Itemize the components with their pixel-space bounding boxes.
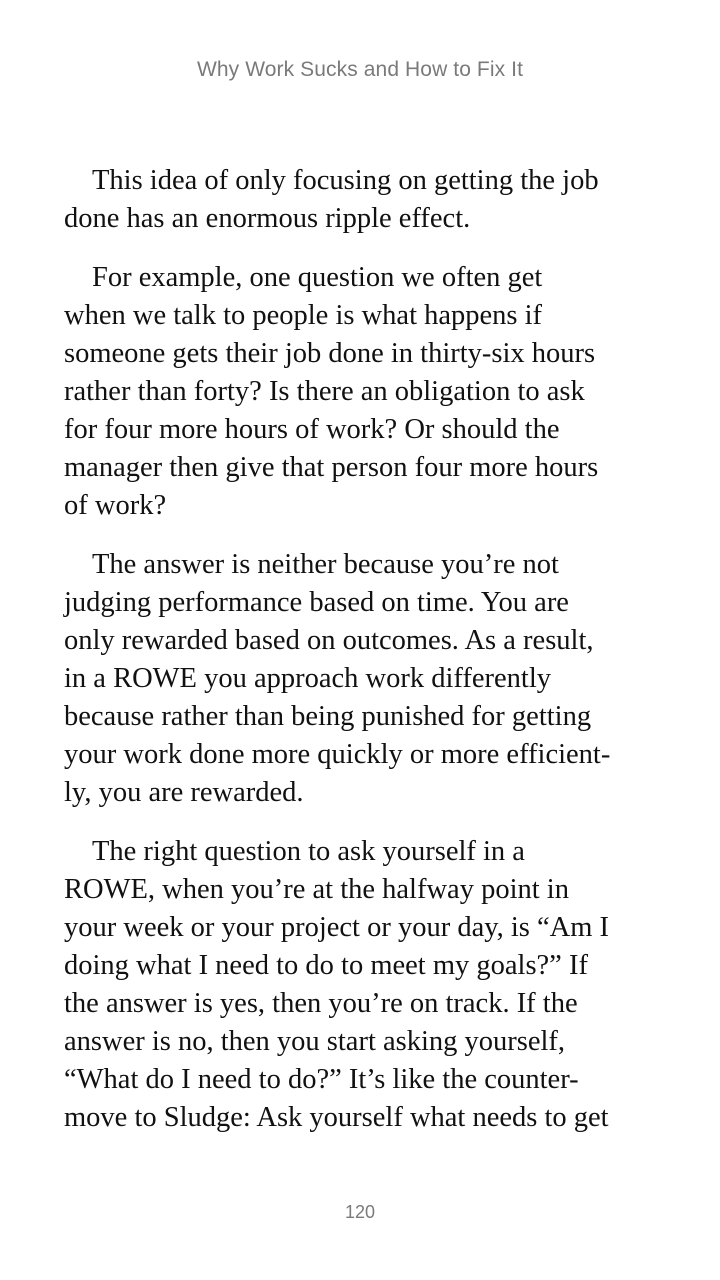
text-line: ROWE, when you’re at the halfway point in [64, 874, 569, 905]
paragraph [64, 833, 664, 1137]
paragraph [64, 546, 664, 812]
text-line: manager then give that person four more hours [64, 452, 599, 483]
text-line: done has an enormous ripple effect. [64, 203, 471, 234]
text-line: move to Sludge: Ask yourself what needs to get [64, 1102, 609, 1133]
text-line: someone gets their job done in thirty-six hours [64, 338, 596, 369]
page-text [64, 162, 664, 1158]
text-line: your work done more quickly or more efficient- [64, 739, 611, 770]
text-line: For example, one question we often get [92, 262, 543, 293]
text-line: judging performance based on time. You are [64, 587, 569, 618]
text-line: “What do I need to do?” It’s like the counter- [64, 1064, 579, 1095]
text-line: when we talk to people is what happens if [64, 300, 543, 331]
text-line: ly, you are rewarded. [64, 777, 304, 808]
text-line: The right question to ask yourself in a [92, 836, 525, 867]
text-line: your week or your project or your day, is “Am I [64, 912, 610, 943]
text-line: of work? [64, 490, 167, 521]
text-line: This idea of only focusing on getting the job [92, 165, 599, 196]
text-line: in a ROWE you approach work differently [64, 663, 551, 694]
text-line: because rather than being punished for getting [64, 701, 592, 732]
text-line: rather than forty? Is there an obligation to ask [64, 376, 585, 407]
book-title: Why Work Sucks and How to Fix It [196, 58, 524, 81]
text-line: only rewarded based on outcomes. As a result, [64, 625, 594, 656]
text-line: doing what I need to do to meet my goals?” If [64, 950, 588, 981]
text-line: The answer is neither because you’re not [92, 549, 559, 580]
text-line: for four more hours of work? Or should the [64, 414, 560, 445]
paragraph [64, 259, 664, 525]
paragraph [64, 162, 664, 238]
text-line: the answer is yes, then you’re on track. If the [64, 988, 578, 1019]
page-number: 120 [344, 1202, 376, 1222]
text-line: answer is no, then you start asking yourself, [64, 1026, 566, 1057]
